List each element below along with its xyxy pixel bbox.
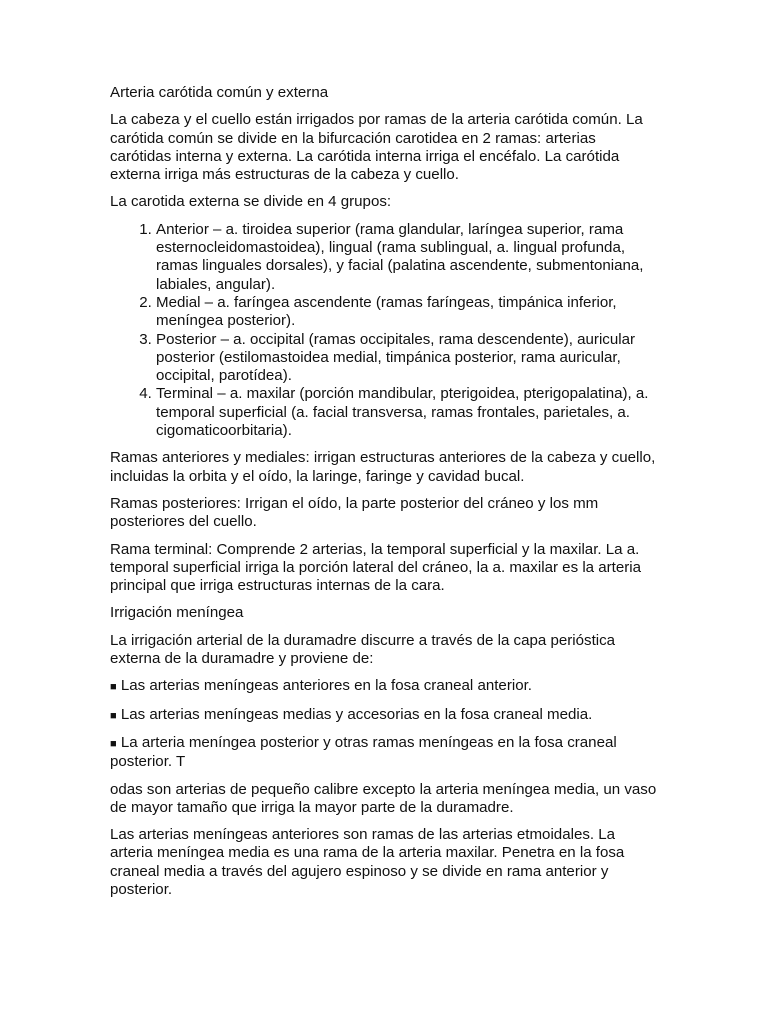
group-item-medial: 2. Medial – a. faríngea ascendente (ramas faríngeas, timpánica inferior, meníngea posterior). <box>156 294 658 331</box>
group-item-terminal: 4. Terminal – a. maxilar (porción mandibular, pterigoidea, pterigopalatina), a. temporal superficial (a. facial transversa, ramas frontales, parietales, a. cigomaticoorbitaria). <box>156 385 658 440</box>
bullet-item <box>110 734 658 772</box>
dura-intro-paragraph: La irrigación arterial de la duramadre discurre a través de la capa perióstica externa de la duramadre y proviene de: <box>110 631 616 668</box>
square-bullet-icon: ■ <box>110 681 117 694</box>
bullet-item <box>110 677 658 696</box>
bullet-text: Las arterias meníngeas anteriores en la fosa craneal anterior. <box>120 677 532 695</box>
terminal-paragraph: Rama terminal: Comprende 2 arterias, la temporal superficial y la maxilar. La a. temporal superficial irriga la porción lateral del cráneo, la a. maxilar es la arteria principal que irriga estructuras internas de la cara. <box>110 540 642 595</box>
group-item-anterior: 1. Anterior – a. tiroidea superior (rama glandular, laríngea superior, rama esternocleidomastoidea), lingual (rama sublingual, a. lingual profunda, ramas linguales dorsales), y facial (palatina ascendente, submentoniana, labiales, angular). <box>156 221 658 294</box>
intro-paragraph: La cabeza y el cuello están irrigados por ramas de la arteria carótida común. La carótida común se divide en la bifurcación carotidea en 2 ramas: arterias carótidas interna y externa. La carótida interna irriga el encéfalo. La carótida externa irriga más estructuras de la cabeza y cuello. <box>110 111 643 184</box>
group-item-posterior: 3. Posterior – a. occipital (ramas occipitales, rama descendente), auricular posterior (estilomastoidea medial, timpánica posterior, rama auricular, occipital, parotídea). <box>156 331 658 386</box>
posterior-paragraph: Ramas posteriores: Irrigan el oído, la parte posterior del cráneo y los mm posteriores del cuello. <box>110 494 599 531</box>
groups-list <box>110 221 658 441</box>
heading-carotid: Arteria carótida común y externa <box>110 84 329 101</box>
bullet-text: La arteria meníngea posterior y otras ramas meníngeas en la fosa craneal posterior. T <box>110 733 617 771</box>
final-paragraph: Las arterias meníngeas anteriores son ramas de las arterias etmoidales. La arteria meníngea media es una rama de la arteria maxilar. Penetra en la fosa craneal media a través del agujero espinoso y se divide en rama anterior y posterior. <box>110 826 625 898</box>
square-bullet-icon: ■ <box>110 709 117 722</box>
square-bullet-icon: ■ <box>110 737 117 750</box>
bullet-item <box>110 706 658 725</box>
caliber-paragraph: odas son arterias de pequeño calibre excepto la arteria meníngea media, un vaso de mayor tamaño que irriga la mayor parte de la duramadre. <box>110 780 657 816</box>
document-page <box>110 84 658 908</box>
bullet-text: Las arterias meníngeas medias y accesorias en la fosa craneal media. <box>120 705 593 723</box>
groups-intro: La carotida externa se divide en 4 grupos: <box>110 193 392 211</box>
anterior-medial-paragraph: Ramas anteriores y mediales: irrigan estructuras anteriores de la cabeza y cuello, incluidas la orbita y el oído, la laringe, faringe y cavidad bucal. <box>110 449 656 485</box>
heading-meningeal: Irrigación meníngea <box>110 604 244 622</box>
